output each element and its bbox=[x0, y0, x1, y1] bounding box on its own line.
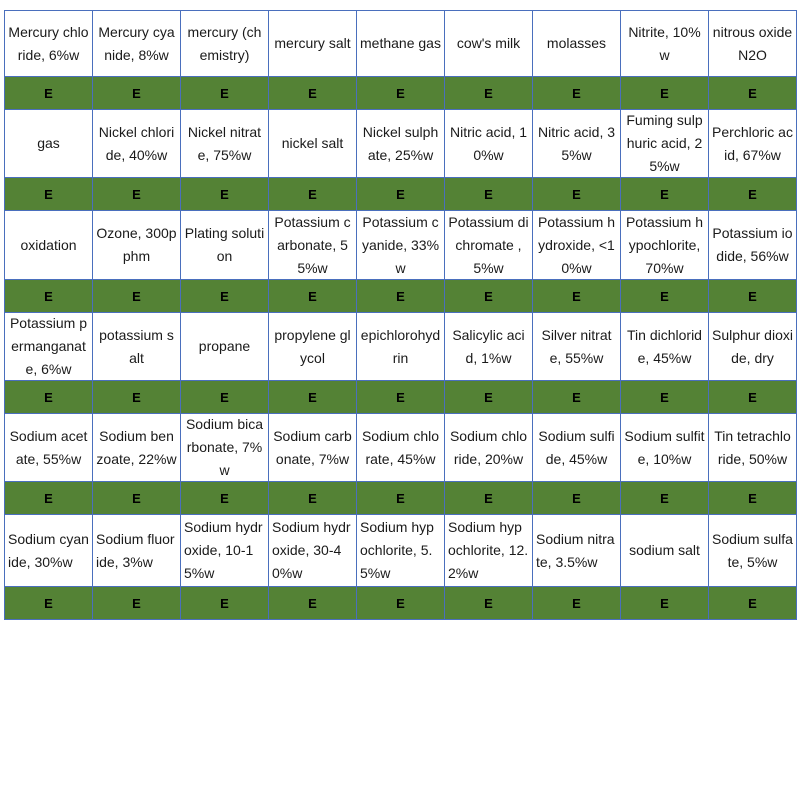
resistance-rating-cell bbox=[445, 381, 533, 414]
resistance-rating-cell bbox=[5, 482, 93, 515]
chemical-name: Sodium nitrate, 3.5%w bbox=[536, 530, 615, 570]
resistance-rating: E bbox=[484, 595, 493, 611]
resistance-rating-cell bbox=[533, 381, 621, 414]
resistance-rating-cell bbox=[357, 280, 445, 313]
resistance-rating: E bbox=[308, 85, 317, 101]
chemical-name-cell bbox=[5, 110, 93, 178]
resistance-rating-cell bbox=[5, 280, 93, 313]
resistance-rating-cell bbox=[621, 178, 709, 211]
resistance-rating: E bbox=[220, 389, 229, 405]
resistance-rating: E bbox=[572, 288, 581, 304]
chemical-name-cell bbox=[445, 313, 533, 381]
chemical-name-cell bbox=[181, 10, 269, 77]
resistance-rating-cell bbox=[709, 587, 797, 620]
resistance-rating-cell bbox=[621, 587, 709, 620]
chemical-name-cell bbox=[357, 110, 445, 178]
resistance-rating: E bbox=[572, 85, 581, 101]
chemical-name-cell bbox=[93, 110, 181, 178]
chemical-name: propylene glycol bbox=[274, 326, 351, 366]
chemical-name: epichlorohydrin bbox=[360, 326, 441, 366]
chemical-name: Sodium hypochlorite, 5.5%w bbox=[360, 519, 434, 581]
resistance-rating: E bbox=[396, 288, 405, 304]
resistance-rating-cell bbox=[709, 77, 797, 110]
chemical-name: Tin dichloride, 45%w bbox=[627, 326, 702, 366]
chemical-name: mercury (chemistry) bbox=[187, 23, 262, 63]
resistance-rating: E bbox=[748, 186, 757, 202]
resistance-rating: E bbox=[132, 288, 141, 304]
chemical-name-cell bbox=[5, 10, 93, 77]
chemical-name: Tin tetrachloride, 50%w bbox=[714, 427, 791, 467]
resistance-rating-cell bbox=[533, 587, 621, 620]
chemical-name: Sodium sulfide, 45%w bbox=[538, 427, 615, 467]
resistance-rating-cell bbox=[709, 482, 797, 515]
chemical-name: Potassium cyanide, 33%w bbox=[361, 213, 440, 276]
resistance-rating: E bbox=[44, 288, 53, 304]
chemical-name: Sodium acetate, 55%w bbox=[9, 427, 88, 467]
resistance-rating: E bbox=[44, 85, 53, 101]
resistance-rating-cell bbox=[5, 587, 93, 620]
resistance-rating-cell bbox=[357, 178, 445, 211]
resistance-rating-cell bbox=[181, 178, 269, 211]
chemical-name-cell bbox=[269, 313, 357, 381]
resistance-rating-cell bbox=[269, 587, 357, 620]
resistance-rating-cell bbox=[181, 381, 269, 414]
chemical-name: sodium salt bbox=[629, 542, 700, 558]
chemical-name: Sodium chloride, 20%w bbox=[449, 427, 528, 467]
resistance-rating: E bbox=[220, 490, 229, 506]
resistance-rating-cell bbox=[445, 280, 533, 313]
chemical-name-cell bbox=[269, 414, 357, 482]
resistance-rating-cell bbox=[709, 178, 797, 211]
chemical-name: Plating solution bbox=[184, 225, 265, 264]
chemical-name: Potassium carbonate, 55%w bbox=[274, 213, 351, 276]
resistance-rating: E bbox=[660, 389, 669, 405]
chemical-name-cell bbox=[181, 110, 269, 178]
chemical-name-cell bbox=[181, 313, 269, 381]
resistance-rating-cell bbox=[445, 178, 533, 211]
chemical-name-cell bbox=[533, 515, 621, 587]
resistance-rating-cell bbox=[621, 381, 709, 414]
chemical-name: cow's milk bbox=[456, 35, 521, 51]
chemical-name-cell bbox=[269, 10, 357, 77]
chemical-name-cell bbox=[621, 110, 709, 178]
chemical-name: Potassium hypochlorite, 70%w bbox=[625, 213, 704, 276]
chemical-name-cell bbox=[357, 414, 445, 482]
chemical-name: Perchloric acid, 67%w bbox=[712, 123, 793, 163]
chemical-name: Sodium hydroxide, 10-15%w bbox=[184, 519, 263, 581]
resistance-rating-cell bbox=[621, 482, 709, 515]
resistance-rating: E bbox=[748, 389, 757, 405]
resistance-rating: E bbox=[132, 389, 141, 405]
chemical-name: Potassium iodide, 56%w bbox=[712, 225, 793, 264]
resistance-rating-cell bbox=[181, 482, 269, 515]
chemical-name-cell bbox=[93, 515, 181, 587]
resistance-rating: E bbox=[132, 595, 141, 611]
chemical-name: Fuming sulphuric acid, 25%w bbox=[626, 112, 703, 174]
chemical-name-cell bbox=[357, 313, 445, 381]
resistance-rating-cell bbox=[357, 587, 445, 620]
chemical-name: Nickel chloride, 40%w bbox=[98, 123, 175, 163]
chemical-name: potassium salt bbox=[99, 326, 174, 366]
resistance-rating: E bbox=[748, 595, 757, 611]
chemical-name-cell bbox=[621, 10, 709, 77]
chemical-name-cell bbox=[621, 414, 709, 482]
chemical-name-cell bbox=[533, 313, 621, 381]
resistance-rating-cell bbox=[269, 482, 357, 515]
resistance-rating-cell bbox=[269, 178, 357, 211]
resistance-rating: E bbox=[308, 595, 317, 611]
chemical-name: Silver nitrate, 55%w bbox=[541, 326, 612, 366]
chemical-name-cell bbox=[621, 211, 709, 280]
resistance-rating: E bbox=[748, 490, 757, 506]
resistance-rating-cell bbox=[357, 482, 445, 515]
resistance-rating: E bbox=[748, 288, 757, 304]
resistance-rating-cell bbox=[709, 381, 797, 414]
resistance-rating-cell bbox=[709, 280, 797, 313]
resistance-rating-cell bbox=[533, 280, 621, 313]
chemical-name: Sodium sulfate, 5%w bbox=[712, 530, 793, 570]
chemical-name: Sodium sulfite, 10%w bbox=[624, 427, 705, 467]
chemical-name-cell bbox=[445, 414, 533, 482]
resistance-rating: E bbox=[484, 490, 493, 506]
chemical-name-cell bbox=[709, 414, 797, 482]
chemical-name: Sodium cyanide, 30%w bbox=[8, 530, 89, 570]
resistance-rating: E bbox=[132, 186, 141, 202]
resistance-rating-cell bbox=[445, 482, 533, 515]
chemical-name-cell bbox=[93, 313, 181, 381]
chemical-name: molasses bbox=[546, 35, 607, 51]
chemical-resistance-table bbox=[4, 10, 797, 620]
chemical-name: Mercury chloride, 6%w bbox=[8, 23, 89, 63]
chemical-name: Nickel sulphate, 25%w bbox=[362, 123, 439, 163]
chemical-name-cell bbox=[709, 515, 797, 587]
chemical-name-cell bbox=[181, 515, 269, 587]
resistance-rating: E bbox=[396, 186, 405, 202]
resistance-rating: E bbox=[572, 490, 581, 506]
chemical-name: Potassium dichromate , 5%w bbox=[448, 213, 529, 276]
resistance-rating: E bbox=[132, 490, 141, 506]
resistance-rating: E bbox=[660, 186, 669, 202]
chemical-name-cell bbox=[621, 515, 709, 587]
chemical-name: Salicylic acid, 1%w bbox=[452, 326, 525, 366]
chemical-name-cell bbox=[445, 211, 533, 280]
resistance-rating-cell bbox=[5, 381, 93, 414]
resistance-rating: E bbox=[44, 595, 53, 611]
resistance-rating: E bbox=[660, 85, 669, 101]
resistance-rating: E bbox=[44, 389, 53, 405]
chemical-name: gas bbox=[37, 135, 60, 151]
chemical-name: propane bbox=[198, 338, 251, 354]
resistance-rating-cell bbox=[93, 77, 181, 110]
chemical-name-cell bbox=[269, 515, 357, 587]
chemical-name: Nickel nitrate, 75%w bbox=[187, 123, 262, 163]
resistance-rating: E bbox=[308, 490, 317, 506]
resistance-rating: E bbox=[660, 490, 669, 506]
chemical-name: Sodium fluoride, 3%w bbox=[96, 530, 175, 570]
resistance-rating-cell bbox=[533, 178, 621, 211]
chemical-name-cell bbox=[181, 211, 269, 280]
chemical-name-cell bbox=[5, 515, 93, 587]
chemical-name: Sodium carbonate, 7%w bbox=[273, 427, 352, 467]
chemical-name-cell bbox=[533, 10, 621, 77]
resistance-rating: E bbox=[396, 85, 405, 101]
resistance-rating: E bbox=[484, 85, 493, 101]
chemical-name: methane gas bbox=[360, 35, 441, 51]
resistance-rating: E bbox=[44, 490, 53, 506]
chemical-name: Nitrite, 10%w bbox=[628, 23, 701, 63]
resistance-rating: E bbox=[572, 595, 581, 611]
chemical-name: Sodium chlorate, 45%w bbox=[361, 427, 440, 467]
chemical-name-cell bbox=[357, 515, 445, 587]
chemical-name: Nitric acid, 35%w bbox=[537, 123, 616, 163]
resistance-rating-cell bbox=[621, 77, 709, 110]
chemical-name-cell bbox=[709, 110, 797, 178]
chemical-name-cell bbox=[445, 110, 533, 178]
resistance-rating-cell bbox=[181, 587, 269, 620]
resistance-rating: E bbox=[44, 186, 53, 202]
resistance-rating: E bbox=[748, 85, 757, 101]
resistance-rating: E bbox=[308, 389, 317, 405]
resistance-rating-cell bbox=[533, 482, 621, 515]
chemical-name-cell bbox=[709, 10, 797, 77]
resistance-rating: E bbox=[220, 85, 229, 101]
chemical-name-cell bbox=[5, 414, 93, 482]
resistance-rating-cell bbox=[621, 280, 709, 313]
chemical-name: Sodium bicarbonate, 7%w bbox=[185, 416, 264, 478]
resistance-rating-cell bbox=[93, 280, 181, 313]
chemical-name-cell bbox=[533, 414, 621, 482]
chemical-name: nitrous oxide N2O bbox=[712, 23, 793, 63]
chemical-name-cell bbox=[93, 10, 181, 77]
resistance-rating-cell bbox=[357, 77, 445, 110]
chemical-name: Ozone, 300pphm bbox=[96, 225, 177, 264]
chemical-name: Potassium permanganate, 6%w bbox=[9, 315, 88, 377]
resistance-rating: E bbox=[660, 288, 669, 304]
resistance-rating-cell bbox=[357, 381, 445, 414]
chemical-name-cell bbox=[533, 110, 621, 178]
chemical-name-cell bbox=[445, 10, 533, 77]
resistance-rating-cell bbox=[5, 178, 93, 211]
resistance-rating: E bbox=[484, 186, 493, 202]
chemical-name-cell bbox=[533, 211, 621, 280]
chemical-name-cell bbox=[5, 313, 93, 381]
chemical-name-cell bbox=[93, 414, 181, 482]
chemical-name-cell bbox=[709, 313, 797, 381]
chemical-name-cell bbox=[357, 211, 445, 280]
chemical-name: oxidation bbox=[20, 236, 77, 253]
resistance-rating-cell bbox=[445, 77, 533, 110]
chemical-name-cell bbox=[269, 211, 357, 280]
resistance-rating: E bbox=[396, 389, 405, 405]
resistance-rating-cell bbox=[93, 587, 181, 620]
resistance-rating: E bbox=[484, 389, 493, 405]
resistance-rating: E bbox=[220, 186, 229, 202]
resistance-rating-cell bbox=[533, 77, 621, 110]
resistance-rating: E bbox=[132, 85, 141, 101]
resistance-rating: E bbox=[396, 595, 405, 611]
resistance-rating: E bbox=[220, 288, 229, 304]
chemical-name: Sodium hydroxide, 30-40%w bbox=[272, 519, 351, 581]
resistance-rating: E bbox=[484, 288, 493, 304]
resistance-rating-cell bbox=[93, 482, 181, 515]
chemical-name-cell bbox=[93, 211, 181, 280]
chemical-name: mercury salt bbox=[274, 35, 351, 51]
resistance-rating: E bbox=[572, 389, 581, 405]
chemical-name: Sodium benzoate, 22%w bbox=[96, 427, 177, 467]
resistance-rating-cell bbox=[93, 381, 181, 414]
resistance-rating: E bbox=[220, 595, 229, 611]
resistance-rating-cell bbox=[445, 587, 533, 620]
chemical-name: Sulphur dioxide, dry bbox=[712, 326, 793, 366]
chemical-name-cell bbox=[709, 211, 797, 280]
resistance-rating-cell bbox=[93, 178, 181, 211]
chemical-name: Potassium hydroxide, <10%w bbox=[537, 213, 616, 276]
chemical-name-cell bbox=[357, 10, 445, 77]
chemical-name: Mercury cyanide, 8%w bbox=[98, 23, 175, 63]
resistance-rating-cell bbox=[5, 77, 93, 110]
chemical-name: Sodium hypochlorite, 12.2%w bbox=[448, 519, 529, 581]
resistance-rating: E bbox=[308, 288, 317, 304]
chemical-name: nickel salt bbox=[281, 135, 344, 151]
chemical-name-cell bbox=[5, 211, 93, 280]
chemical-name-cell bbox=[269, 110, 357, 178]
resistance-rating-cell bbox=[269, 381, 357, 414]
resistance-rating: E bbox=[396, 490, 405, 506]
resistance-rating-cell bbox=[269, 77, 357, 110]
chemical-name-cell bbox=[181, 414, 269, 482]
resistance-rating-cell bbox=[181, 77, 269, 110]
resistance-rating: E bbox=[572, 186, 581, 202]
chemical-name: Nitric acid, 10%w bbox=[449, 123, 528, 163]
chemical-name-cell bbox=[621, 313, 709, 381]
resistance-rating-cell bbox=[181, 280, 269, 313]
resistance-rating-cell bbox=[269, 280, 357, 313]
chemical-name-cell bbox=[445, 515, 533, 587]
resistance-rating: E bbox=[660, 595, 669, 611]
resistance-rating: E bbox=[308, 186, 317, 202]
